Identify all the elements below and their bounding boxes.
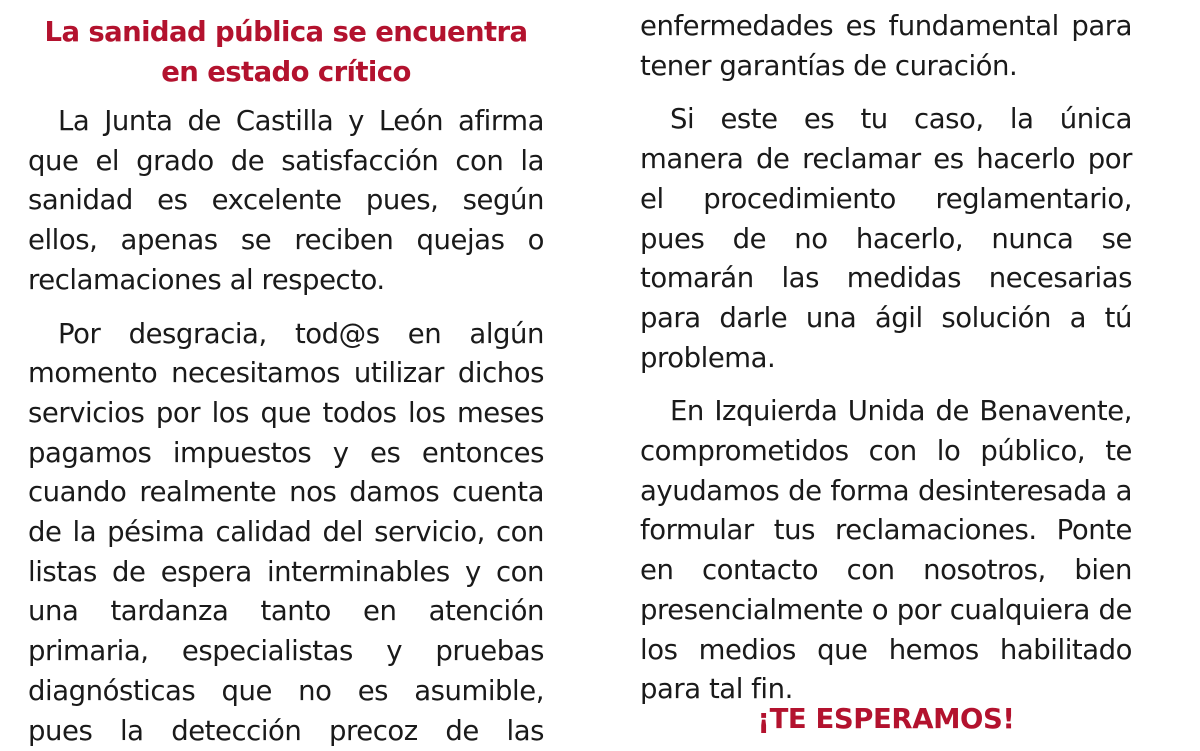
paragraph-junta: La Junta de Castilla y León afirma que el grado de satisfacción con la sanidad es excelente pues, según ellos, apenas se reciben quejas o reclamaciones al respecto. <box>28 105 544 296</box>
paragraph-tu-caso: Si este es tu caso, la única manera de reclamar es hacerlo por el procedimiento reglamentario, pues de no hacerlo, nunca se tomarán las medidas necesarias para darle una ágil solución a tú problema. <box>640 103 1132 374</box>
right-column <box>640 0 1132 710</box>
closing-slogan: ¡TE ESPERAMOS! <box>757 703 1015 735</box>
paragraph-continuation: enfermedades es fundamental para tener garantías de curación. <box>640 10 1132 82</box>
left-column <box>28 0 544 751</box>
article-title <box>28 12 544 92</box>
paragraph-desgracia: Por desgracia, tod@s en algún momento necesitamos utilizar dichos servicios por los que todos los meses pagamos impuestos y es entonces cuando realmente nos damos cuenta de la pésima calidad del servicio, con listas de espera interminables y con una tardanza tanto en atención primaria, especialistas y pruebas diagnósticas que no es asumible, pues la detección precoz de las <box>28 317 544 747</box>
article-title-line1: La sanidad pública se encuentra <box>44 16 528 48</box>
paragraph-izquierda-unida: En Izquierda Unida de Benavente, comprometidos con lo público, te ayudamos de forma desinteresada a formular tus reclamaciones. Ponte en contacto con nosotros, bien presencialmente o por cualquiera de los medios que hemos habilitado para tal fin. <box>640 395 1132 706</box>
article-title-line2: en estado crítico <box>161 56 411 88</box>
